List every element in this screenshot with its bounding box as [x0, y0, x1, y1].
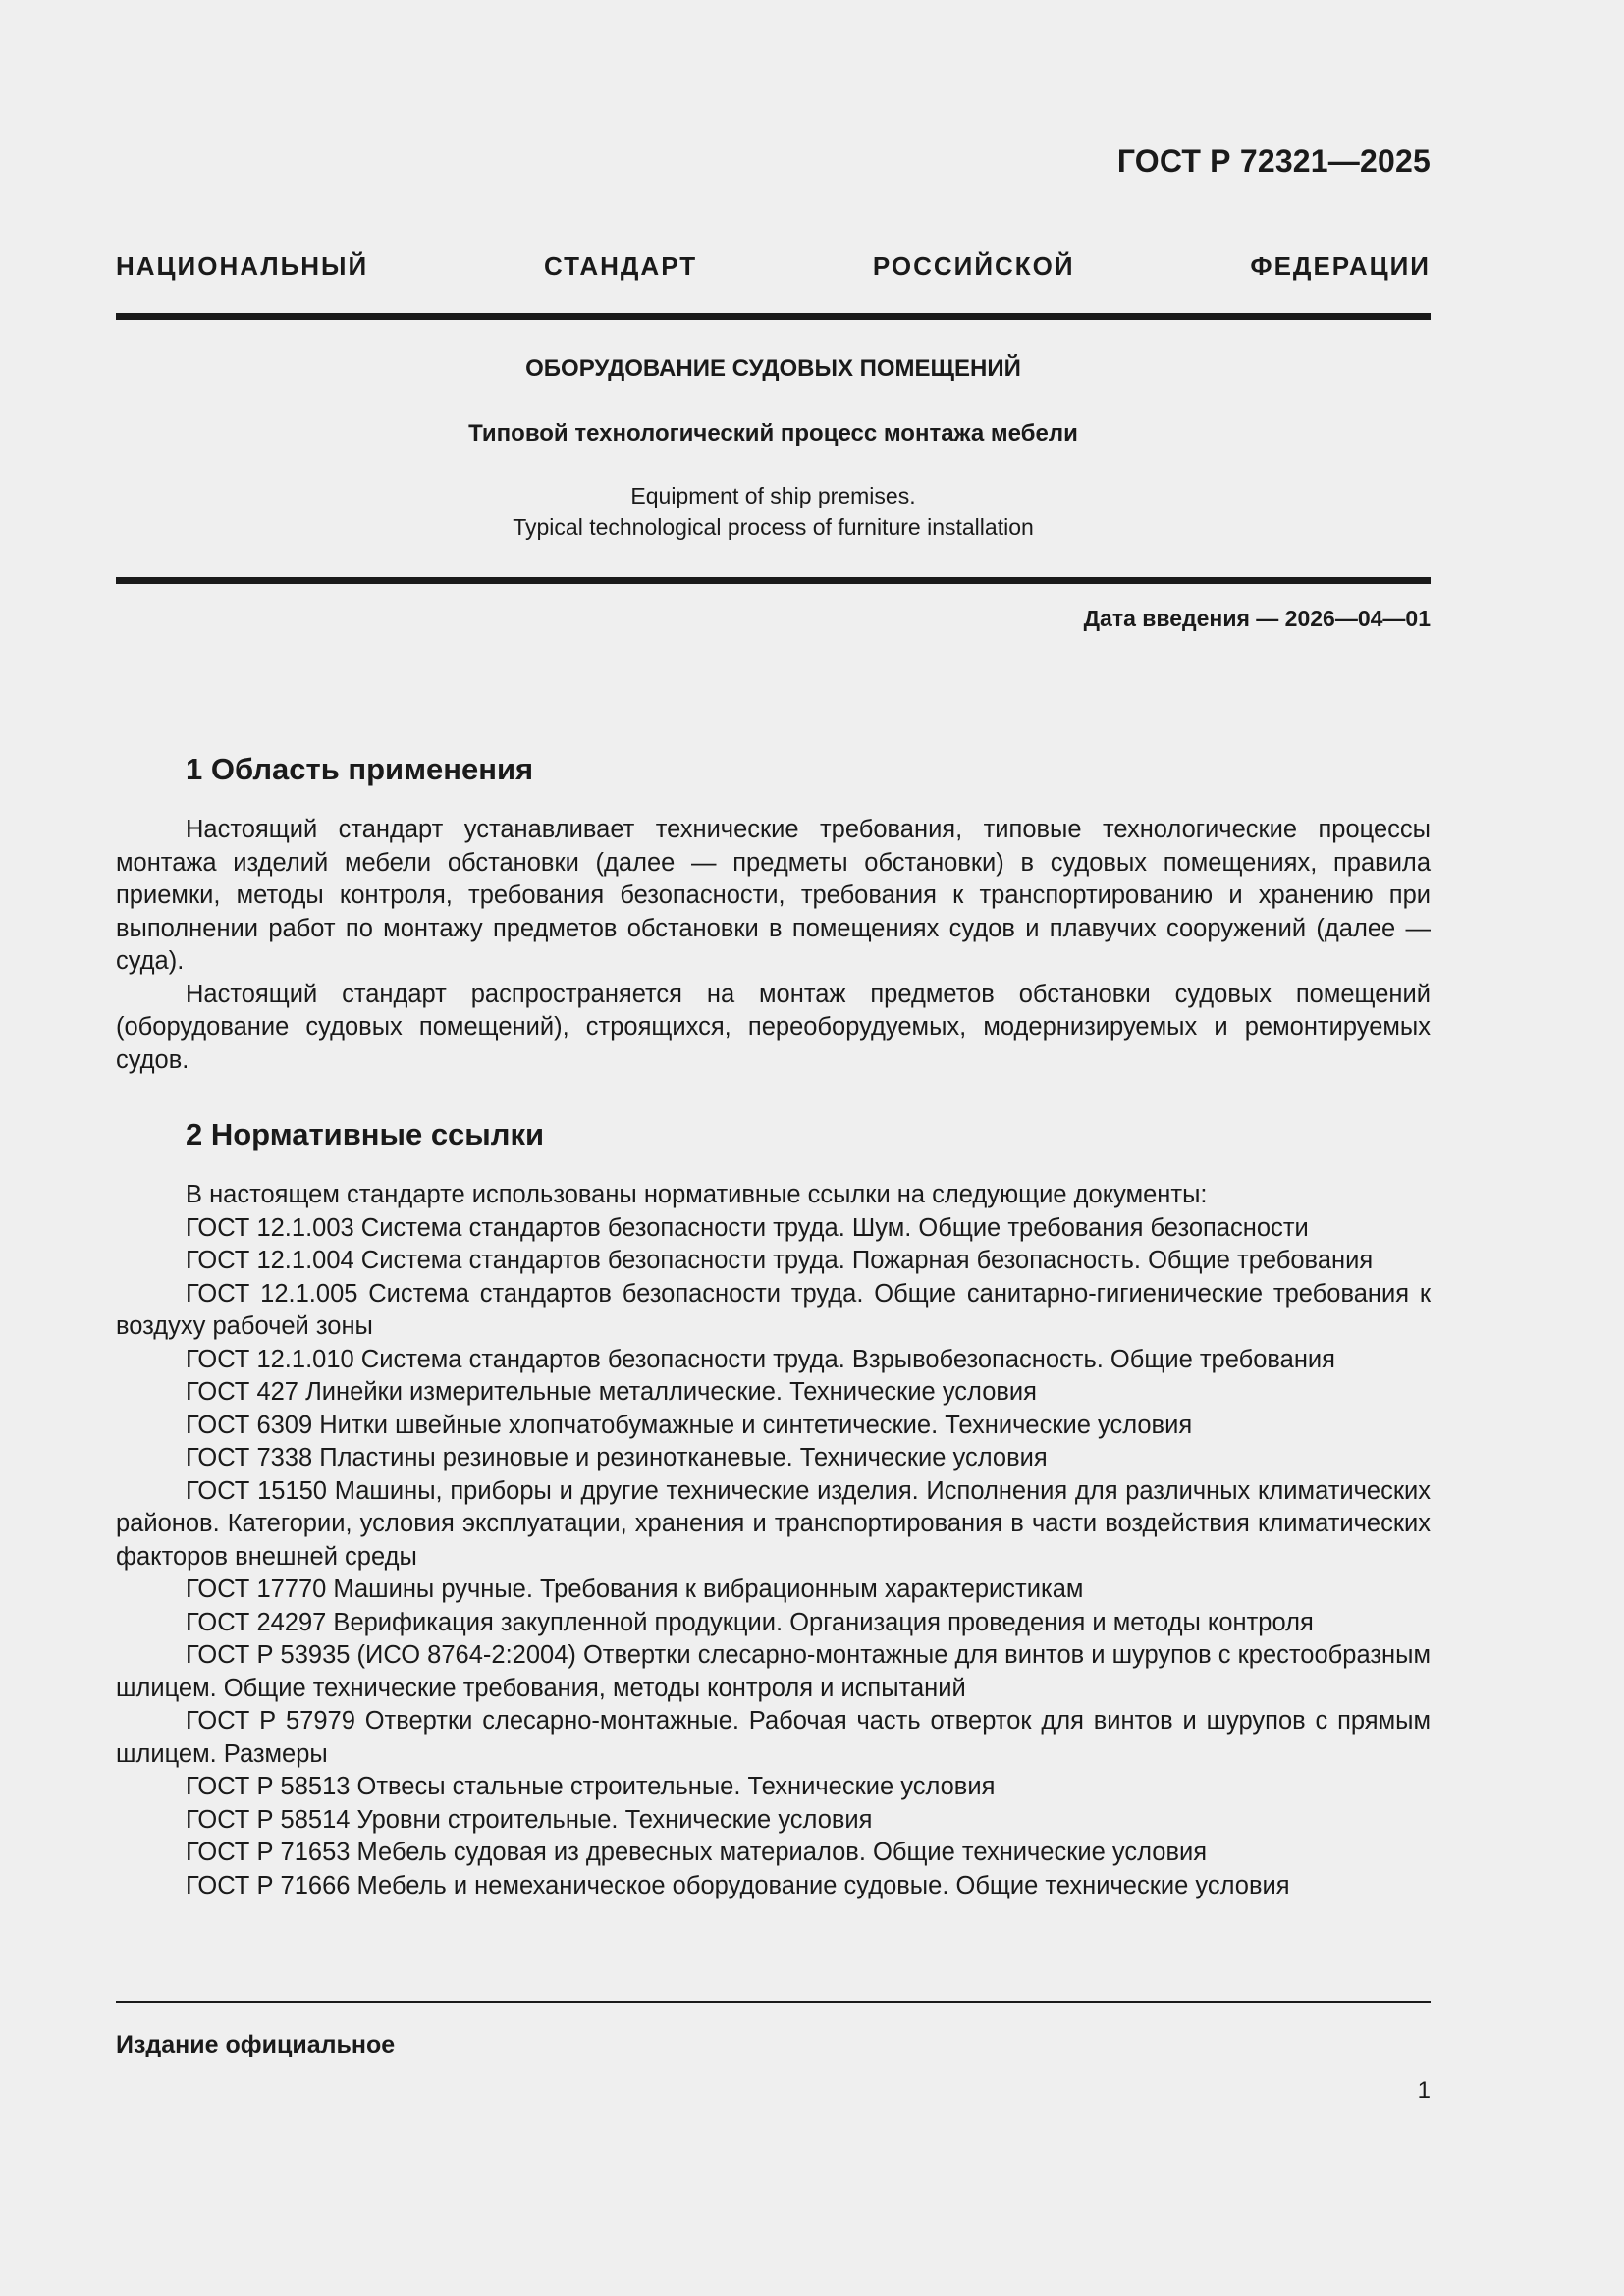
- title-english-line-1: Equipment of ship premises.: [630, 483, 916, 508]
- reference-item: ГОСТ 12.1.004 Система стандартов безопасности труда. Пожарная безопасность. Общие требования: [186, 1247, 1374, 1274]
- reference-item: ГОСТ Р 71666 Мебель и немеханическое оборудование судовые. Общие технические условия: [186, 1871, 1290, 1899]
- reference-item: ГОСТ Р 57979 Отвертки слесарно-монтажные. Рабочая часть отверток для винтов и шурупов с прямым шлицем. Размеры: [116, 1707, 1431, 1768]
- section-1-heading: 1 Область применения: [186, 752, 534, 786]
- document-number: ГОСТ Р 72321—2025: [1116, 143, 1431, 179]
- reference-item: ГОСТ 12.1.003 Система стандартов безопасности труда. Шум. Общие требования безопасности: [186, 1213, 1309, 1242]
- reference-item: ГОСТ Р 58514 Уровни строительные. Технические условия: [186, 1805, 873, 1834]
- title-bottom-rule: [116, 577, 1431, 584]
- reference-item: ГОСТ 427 Линейки измерительные металлические. Технические условия: [186, 1378, 1037, 1406]
- introduction-date: Дата введения — 2026—04—01: [1083, 606, 1431, 631]
- reference-item: ГОСТ 12.1.005 Система стандартов безопасности труда. Общие санитарно-гигиенические требования к воздуху рабочей зоны: [116, 1279, 1431, 1340]
- reference-item: ГОСТ 12.1.010 Система стандартов безопасности труда. Взрывобезопасность. Общие требования: [186, 1345, 1335, 1373]
- reference-item: ГОСТ 7338 Пластины резиновые и резинотканевые. Технические условия: [186, 1444, 1048, 1471]
- title-main: ОБОРУДОВАНИЕ СУДОВЫХ ПОМЕЩЕНИЙ: [525, 355, 1021, 382]
- reference-item: ГОСТ 17770 Машины ручные. Требования к вибрационным характеристикам: [186, 1575, 1084, 1603]
- section-1-body: [116, 814, 1431, 1077]
- title-english-line-2: Typical technological process of furniture installation: [513, 514, 1034, 540]
- top-rule: [116, 313, 1431, 320]
- document-page: [116, 0, 1431, 2296]
- section-2-intro: В настоящем стандарте использованы нормативные ссылки на следующие документы:: [186, 1181, 1208, 1208]
- footer-rule: [116, 2001, 1431, 2003]
- reference-item: ГОСТ 6309 Нитки швейные хлопчатобумажные и синтетические. Технические условия: [186, 1411, 1193, 1439]
- section-2-body: [116, 1179, 1431, 1902]
- reference-item: ГОСТ Р 58513 Отвесы стальные строительные. Технические условия: [186, 1773, 996, 1800]
- reference-item: ГОСТ 15150 Машины, приборы и другие технические изделия. Исполнения для различных климатических районов. Категории, условия эксплуатации, хранения и транспортирования в части воздействия климатических факторов внешней среды: [116, 1476, 1431, 1571]
- reference-item: ГОСТ Р 71653 Мебель судовая из древесных материалов. Общие технические условия: [186, 1839, 1208, 1866]
- title-english: [116, 480, 1431, 543]
- title-sub: Типовой технологический процесс монтажа мебели: [468, 420, 1078, 447]
- official-edition-label: Издание официальное: [116, 2031, 396, 2058]
- reference-item: ГОСТ Р 53935 (ИСО 8764-2:2004) Отвертки слесарно-монтажные для винтов и шурупов с крестообразным шлицем. Общие технические требования, методы контроля и испытаний: [116, 1641, 1431, 1702]
- section-1-paragraph: Настоящий стандарт распространяется на монтаж предметов обстановки судовых помещений (оборудование судовых помещений), строящихся, переоборудуемых, модернизируемых и ремонтируемых судов.: [116, 980, 1431, 1074]
- section-2-heading: 2 Нормативные ссылки: [186, 1117, 545, 1151]
- national-standard-banner: НАЦИОНАЛЬНЫЙ СТАНДАРТ РОССИЙСКОЙ ФЕДЕРАЦИИ: [116, 251, 1431, 281]
- reference-item: ГОСТ 24297 Верификация закупленной продукции. Организация проведения и методы контроля: [186, 1608, 1314, 1636]
- page-number: 1: [1417, 2077, 1431, 2104]
- section-1-paragraph: Настоящий стандарт устанавливает технические требования, типовые технологические процессы монтажа изделий мебели обстановки (далее — предметы обстановки) в судовых помещениях, правила приемки, методы контроля, требования безопасности, требования к транспортированию и хранению при выполнении работ по монтажу предметов обстановки в помещениях судов и плавучих сооружений (далее — суда).: [116, 816, 1431, 975]
